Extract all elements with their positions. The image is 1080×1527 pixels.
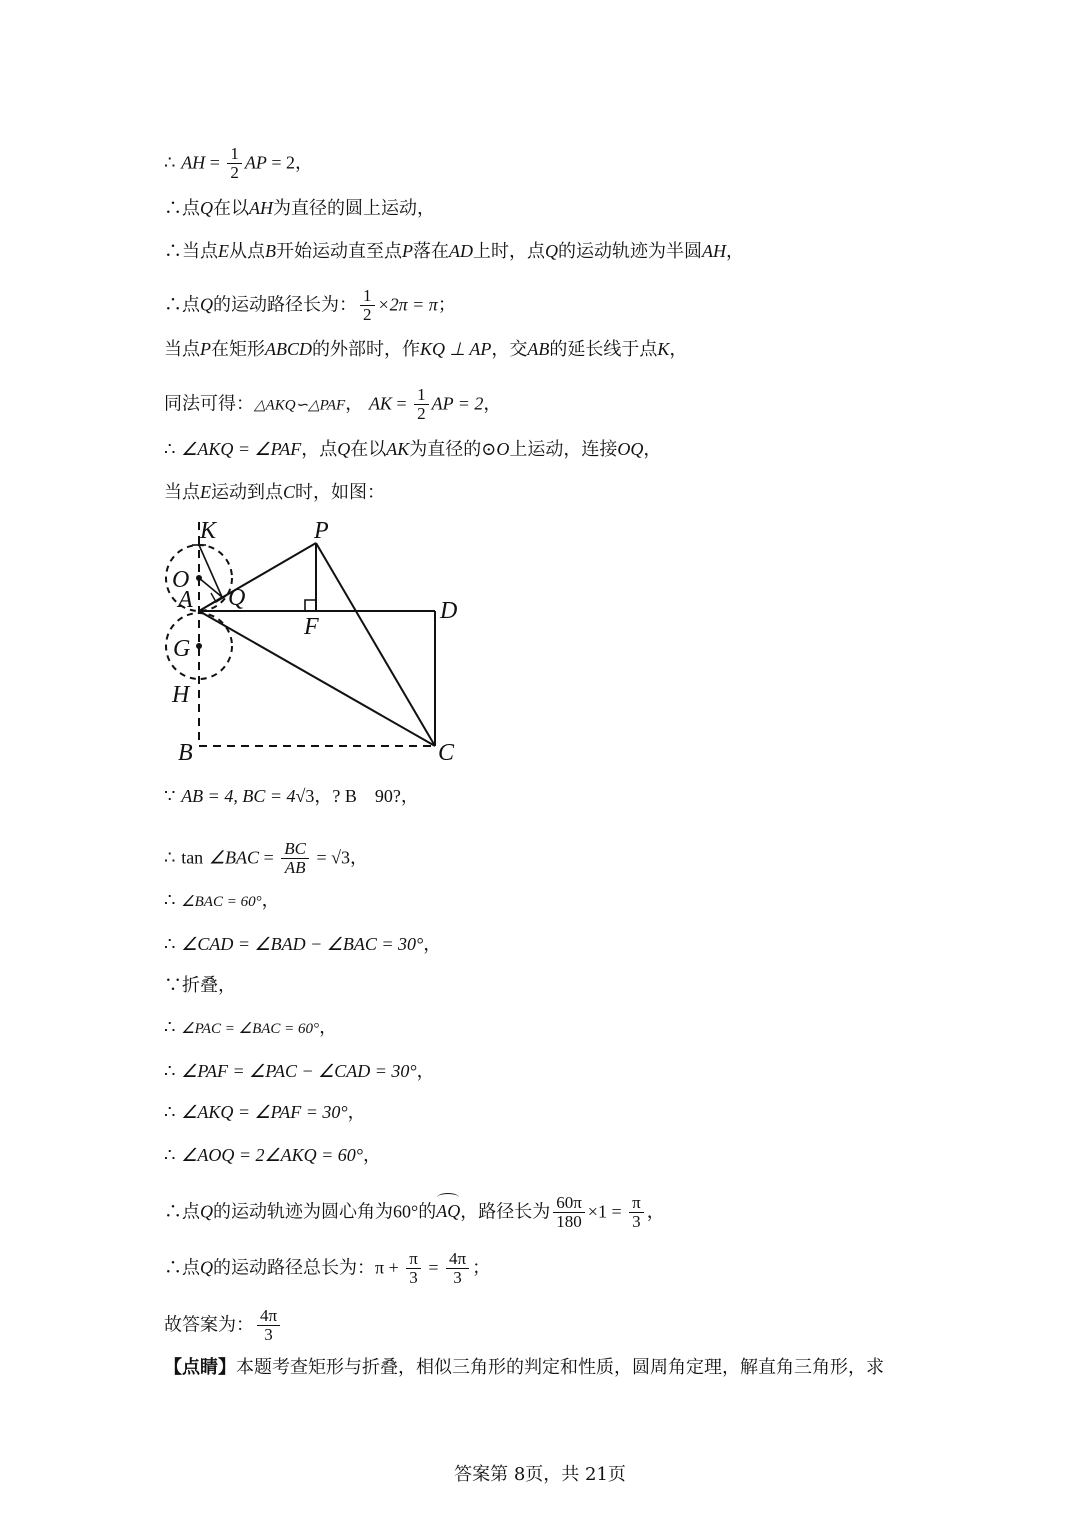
text: 从点	[229, 241, 265, 262]
denominator: AB	[284, 857, 306, 877]
label-o: O	[172, 567, 190, 593]
denominator: 2	[230, 162, 239, 182]
tan: tan	[181, 847, 204, 868]
therefore-symbol: ∴	[164, 1145, 176, 1166]
step-paf-30	[164, 1059, 435, 1084]
expr: AP = 2	[431, 393, 484, 414]
pi-plus: π +	[375, 1257, 404, 1278]
text: 同法可得：	[164, 393, 254, 415]
therefore-symbol: ∴	[164, 294, 182, 316]
denominator: 3	[632, 1211, 641, 1231]
point-q: Q	[200, 1201, 213, 1222]
expr-ab-bc: AB = 4, BC = 4	[181, 786, 296, 806]
label-b: B	[178, 740, 193, 766]
right-angle-f	[305, 600, 316, 611]
step-folding	[164, 974, 236, 998]
label-c: C	[438, 740, 455, 766]
point-q: Q	[200, 294, 213, 315]
numerator: BC	[281, 840, 309, 859]
text: 上时，点	[473, 241, 545, 262]
fraction-one-half	[414, 386, 429, 423]
expr: ×2π = π	[377, 294, 438, 315]
arc-aq: AQ	[436, 1201, 461, 1222]
punct: ，	[483, 393, 502, 415]
therefore-symbol: ∴	[164, 890, 176, 911]
sqrt-3: √3	[295, 786, 315, 806]
label-a: A	[178, 587, 193, 613]
label-d: D	[440, 598, 458, 624]
text: 的运动路径长为：	[213, 294, 357, 316]
punct: ，	[314, 786, 333, 807]
numerator: 60π	[553, 1194, 585, 1213]
punct: ，	[347, 1102, 366, 1123]
equals: =	[205, 152, 225, 173]
equals: =	[423, 1257, 443, 1278]
step-cad-30	[164, 932, 441, 957]
text: 点	[182, 294, 200, 316]
text: 的运动路径总长为：	[213, 1257, 375, 1279]
therefore-symbol: ∴	[164, 198, 182, 219]
text: 点	[182, 198, 200, 219]
segment-aq	[199, 597, 222, 611]
text: 点	[182, 1257, 200, 1279]
times-one: ×1 =	[587, 1201, 627, 1222]
point-o: O	[496, 439, 510, 459]
therefore-symbol: ∴	[164, 152, 176, 174]
punct: ，	[646, 1201, 665, 1223]
punct: ，	[726, 241, 744, 262]
segment-ak: AK	[368, 393, 392, 414]
rect-abcd: ABCD	[265, 339, 312, 359]
punct: ，	[362, 1145, 381, 1166]
segment-oq: OQ	[617, 439, 644, 459]
text: 折叠，	[182, 975, 236, 996]
tag-dianjing: 点睛	[182, 1357, 218, 1378]
bracket-open: 【	[164, 1357, 182, 1378]
text: 开始运动直至点	[276, 241, 402, 262]
point-p: P	[402, 241, 413, 261]
comment-dianjing	[164, 1356, 884, 1380]
step-similar-triangles	[164, 386, 501, 423]
therefore-symbol: ∴	[164, 934, 176, 955]
dot-g	[196, 643, 202, 649]
point-q: Q	[545, 241, 558, 261]
therefore-symbol: ∴	[164, 1061, 176, 1082]
text: 当点	[164, 482, 200, 503]
denominator: 3	[409, 1267, 418, 1287]
denominator: 180	[556, 1211, 582, 1231]
punct: ，	[416, 1061, 435, 1082]
segment-pc	[316, 543, 435, 746]
therefore-symbol: ∴	[164, 847, 176, 869]
page-footer: 答案第 8页，共 21页	[454, 1464, 626, 1485]
text: 时，如图：	[295, 482, 386, 503]
punct: ，	[400, 786, 419, 807]
step-ah-half-ap	[164, 145, 313, 182]
denominator: 3	[264, 1324, 273, 1344]
step-final-answer	[164, 1307, 283, 1344]
punct: ；	[437, 294, 456, 316]
text: 在以	[350, 439, 387, 460]
fraction-4pi-3	[446, 1250, 469, 1287]
point-e: E	[200, 482, 211, 502]
expr: ∠PAF = ∠PAC − ∠CAD = 30°	[181, 1061, 417, 1081]
numerator: π	[406, 1250, 421, 1269]
label-f: F	[304, 614, 319, 640]
expr-ah: AH	[181, 152, 206, 173]
text: 在矩形	[211, 339, 265, 360]
expr-angles: ∠AKQ = ∠PAF	[181, 439, 302, 459]
text: 本题考查矩形与折叠，相似三角形的判定和性质，圆周角定理，解直角三角形，求	[236, 1357, 884, 1378]
label-k: K	[200, 518, 217, 544]
text: 当点	[182, 241, 218, 262]
punct: ，	[345, 393, 364, 415]
punct: ，	[643, 439, 662, 460]
step-akq-30	[164, 1100, 366, 1125]
step-arc-length	[164, 1194, 665, 1231]
text: 的外部时，作	[312, 339, 420, 360]
punct: ，	[295, 152, 313, 174]
numerator: 1	[360, 287, 375, 306]
therefore-symbol: ∴	[164, 1201, 182, 1223]
dot-o	[196, 575, 202, 581]
expr: ∠AKQ = ∠PAF = 30°	[181, 1102, 348, 1122]
fraction-4pi-3	[257, 1307, 280, 1344]
text: 在以	[213, 198, 249, 219]
because-symbol: ∵	[164, 975, 182, 996]
expr-ap: AP	[244, 152, 267, 173]
text: 的运动轨迹为半圆	[558, 241, 702, 262]
numerator: π	[629, 1194, 644, 1213]
fraction-pi-3	[629, 1194, 644, 1231]
point-q: Q	[200, 1257, 213, 1278]
because-symbol: ∵	[164, 786, 176, 807]
segment-ad: AD	[449, 241, 473, 261]
segment-ab: AB	[527, 339, 550, 359]
angle-bac: ∠BAC	[208, 847, 260, 868]
label-p: P	[314, 518, 329, 544]
expr: ∠CAD = ∠BAD − ∠BAC = 30°	[181, 934, 424, 954]
step-given-ab-bc	[164, 784, 419, 809]
text: 落在	[413, 241, 449, 262]
text: 上运动，连接	[509, 439, 618, 460]
expr: ∠PAC = ∠BAC = 60°	[181, 1021, 320, 1037]
step-e-reaches-c	[164, 480, 385, 505]
text: 的运动轨迹为圆心角为	[213, 1201, 393, 1223]
fraction-bc-ab	[281, 840, 309, 877]
punct: ，	[350, 847, 368, 869]
numerator: 1	[414, 386, 429, 405]
fraction-60pi-180	[553, 1194, 585, 1231]
therefore-symbol: ∴	[164, 1102, 176, 1123]
equals: =	[259, 847, 279, 868]
text: ，路径长为	[460, 1201, 551, 1223]
point-k: K	[657, 339, 670, 359]
point-q: Q	[200, 198, 213, 218]
step-path-length-pi	[164, 287, 456, 324]
text: 当点	[164, 339, 200, 360]
point-b: B	[265, 241, 276, 261]
fraction-one-half	[227, 145, 242, 182]
label-h: H	[172, 682, 190, 708]
punct: ，	[319, 1017, 338, 1038]
step-pac-60	[164, 1016, 337, 1041]
expr: ∠BAC = 60°	[181, 894, 262, 910]
step-aoq-60	[164, 1143, 381, 1168]
equals-two: = 2	[266, 152, 295, 173]
point-p: P	[200, 339, 211, 359]
text: 点	[182, 1201, 200, 1223]
fraction-pi-3	[406, 1250, 421, 1287]
denominator: 2	[363, 304, 372, 324]
step-q-moves-on-circle-ah	[164, 196, 435, 221]
text: 的延长线于点	[549, 339, 658, 360]
therefore-symbol: ∴	[164, 439, 176, 460]
punct: ；	[472, 1257, 491, 1279]
denominator: 2	[417, 403, 426, 423]
step-p-outside-rectangle	[164, 337, 687, 362]
step-trajectory-semicircle	[164, 239, 744, 264]
numerator: 1	[227, 145, 242, 164]
expr-kq-perp-ap: KQ ⊥ AP	[420, 339, 492, 359]
expr-similar: △AKQ∽△PAF	[254, 397, 346, 414]
text: 的	[418, 1201, 437, 1223]
text: 故答案为：	[164, 1314, 254, 1336]
text: ，点	[301, 439, 338, 460]
figure-lines	[166, 522, 435, 746]
point-c: C	[283, 482, 296, 502]
text: 运动到点	[211, 482, 283, 503]
fraction-one-half	[360, 287, 375, 324]
point-q: Q	[337, 439, 351, 459]
geometry-figure	[150, 512, 470, 772]
therefore-symbol: ∴	[164, 1017, 176, 1038]
sqrt-3: √3	[331, 847, 350, 868]
equals: =	[391, 393, 412, 414]
bracket-close: 】	[218, 1357, 236, 1378]
expr: ∠AOQ = 2∠AKQ = 60°	[181, 1145, 363, 1165]
label-g: G	[173, 636, 191, 662]
punct: ，	[261, 890, 280, 911]
denominator: 3	[453, 1267, 462, 1287]
segment-ak: AK	[386, 439, 410, 459]
step-total-length	[164, 1250, 490, 1287]
step-bac-60	[164, 889, 280, 914]
therefore-symbol: ∴	[164, 241, 182, 262]
text: 为直径的圆上运动，	[273, 198, 435, 219]
text: 为直径的⊙	[409, 439, 497, 460]
segment-kq	[199, 545, 222, 597]
punct: ，	[669, 339, 688, 360]
numerator: 4π	[446, 1250, 469, 1269]
label-q: Q	[228, 585, 246, 611]
point-e: E	[218, 241, 229, 261]
numerator: 4π	[257, 1307, 280, 1326]
therefore-symbol: ∴	[164, 1257, 182, 1279]
degree-60: 60°	[393, 1201, 419, 1222]
segment-ah: AH	[249, 198, 273, 218]
segment-ah: AH	[702, 241, 726, 261]
text: ，交	[491, 339, 528, 360]
equals: =	[311, 847, 332, 868]
step-tan-bac	[164, 840, 368, 877]
step-q-on-circle-o	[164, 437, 661, 462]
punct: ，	[423, 934, 442, 955]
expr-angle-b: ? B 90?	[332, 786, 401, 806]
